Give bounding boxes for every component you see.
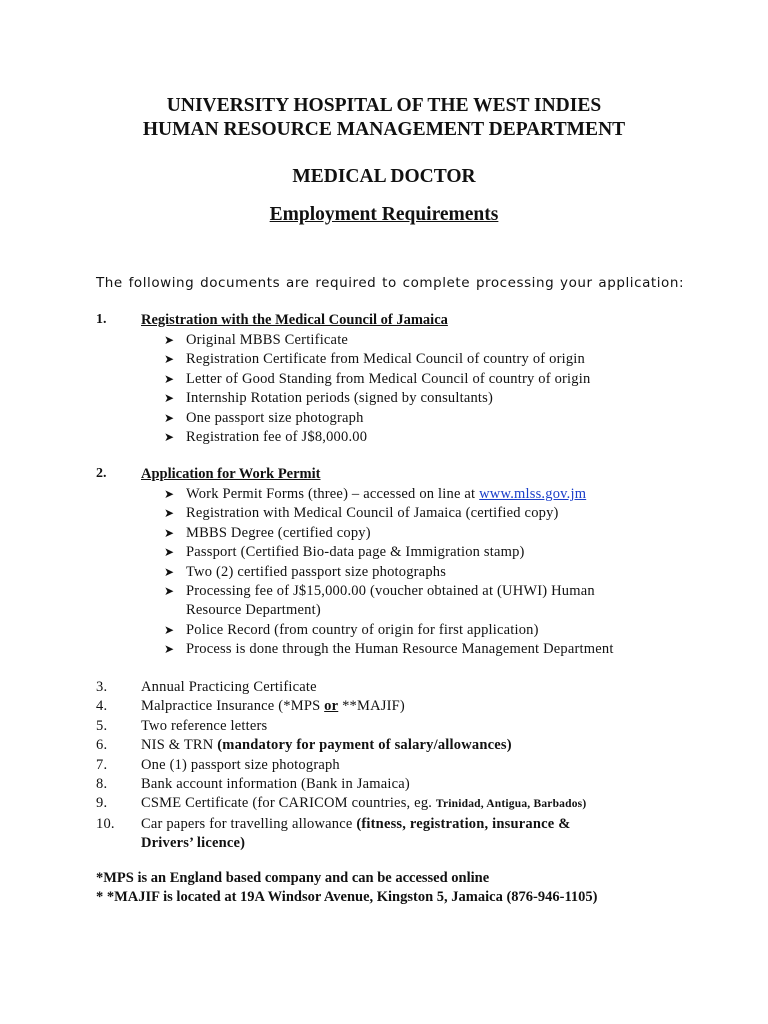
section-1-list xyxy=(164,331,590,447)
list-item: ➤ Registration fee of J$8,000.00 xyxy=(164,428,590,447)
list-item: 6. NIS & TRN (mandatory for payment of salary/allowances) xyxy=(96,737,512,754)
list-item: ➤ Letter of Good Standing from Medical Council of country of origin xyxy=(164,370,590,389)
list-item: 4. Malpractice Insurance (*MPS or **MAJIF) xyxy=(96,698,405,715)
list-item: ➤ Passport (Certified Bio-data page & Immigration stamp) xyxy=(164,543,614,562)
arrow-bullet-icon: ➤ xyxy=(164,487,175,501)
mps-note: *MPS is an England based company and can be accessed online xyxy=(96,870,490,886)
list-item: ➤ Registration with Medical Council of Jamaica (certified copy) xyxy=(164,504,614,523)
arrow-bullet-icon: ➤ xyxy=(164,622,175,637)
list-item: ➤ Process is done through the Human Resource Management Department xyxy=(164,640,614,659)
arrow-bullet-icon: ➤ xyxy=(164,642,175,657)
list-item: 5. Two reference letters xyxy=(96,717,268,734)
page-subtitle xyxy=(0,204,768,226)
arrow-bullet-icon: ➤ xyxy=(164,371,175,386)
list-item: ➤ One passport size photograph xyxy=(164,409,590,428)
arrow-bullet-icon: ➤ xyxy=(164,525,175,540)
majif-note: * *MAJIF is located at 19A Windsor Avenue, Kingston 5, Jamaica (876-946-1105) xyxy=(96,889,598,906)
list-item: ➤ Police Record (from country of origin for first application) xyxy=(164,621,614,640)
arrow-bullet-icon: ➤ xyxy=(164,352,175,367)
arrow-bullet-icon: ➤ xyxy=(164,545,175,560)
arrow-bullet-icon: ➤ xyxy=(164,333,175,347)
additional-requirements-list xyxy=(96,678,586,854)
arrow-bullet-icon: ➤ xyxy=(164,410,175,425)
arrow-bullet-icon: ➤ xyxy=(164,391,175,406)
arrow-bullet-icon: ➤ xyxy=(164,430,175,445)
arrow-bullet-icon: ➤ xyxy=(164,584,175,599)
section-2-title: Application for Work Permit xyxy=(141,466,321,482)
list-item: ➤ Internship Rotation periods (signed by consultants) xyxy=(164,389,590,408)
list-item: ➤ Original MBBS Certificate xyxy=(164,331,590,350)
list-item: ➤ MBBS Degree (certified copy) xyxy=(164,524,614,543)
list-item: 9. CSME Certificate (for CARICOM countries, eg. Trinidad, Antigua, Barbados) xyxy=(96,795,587,812)
list-item: 7. One (1) passport size photograph xyxy=(96,756,340,773)
list-item: 8. Bank account information (Bank in Jamaica) xyxy=(96,776,410,793)
department-name: HUMAN RESOURCE MANAGEMENT DEPARTMENT xyxy=(142,119,626,140)
section-1-number: 1. xyxy=(96,312,107,327)
section-2-list xyxy=(164,485,614,660)
mlss-website-link[interactable]: www.mlss.gov.jm xyxy=(479,486,587,502)
list-item: ➤ Registration Certificate from Medical Council of country of origin xyxy=(164,350,590,369)
list-item: 10. Car papers for travelling allowance (fitness, registration, insurance & xyxy=(96,815,571,832)
list-item: ➤ Processing fee of J$15,000.00 (voucher obtained at (UHWI) Human xyxy=(164,582,614,601)
subtitle-text: Employment Requirements xyxy=(269,204,499,225)
list-item-continuation: Resource Department) xyxy=(186,602,321,619)
list-item: 3. Annual Practicing Certificate xyxy=(96,679,317,695)
institution-name: UNIVERSITY HOSPITAL OF THE WEST INDIES xyxy=(166,95,602,116)
arrow-bullet-icon: ➤ xyxy=(164,564,175,579)
list-item: ➤ Two (2) certified passport size photographs xyxy=(164,563,614,582)
section-1-title: Registration with the Medical Council of Jamaica xyxy=(141,312,448,328)
list-item-continuation: Drivers’ licence) xyxy=(141,835,246,852)
page-title: MEDICAL DOCTOR xyxy=(292,166,476,187)
footnotes xyxy=(96,869,597,908)
list-item: ➤ Work Permit Forms (three) – accessed on line at www.mlss.gov.jm xyxy=(164,485,614,504)
arrow-bullet-icon: ➤ xyxy=(164,506,175,521)
section-2-number: 2. xyxy=(96,466,107,481)
intro-text: The following documents are required to complete processing your application: xyxy=(96,275,685,291)
